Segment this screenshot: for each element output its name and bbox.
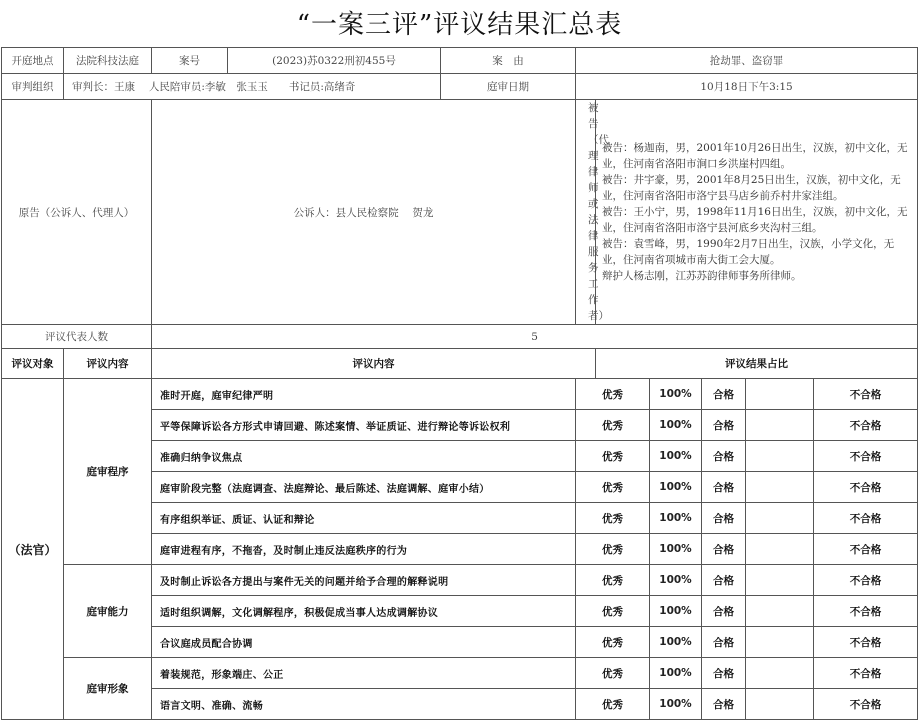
criteria-item: 适时组织调解，文化调解程序，积极促成当事人达成调解协议: [152, 596, 576, 627]
object-cell: （法官）: [2, 379, 64, 720]
rating-percent: 100%: [650, 472, 702, 503]
rating-percent: 100%: [650, 565, 702, 596]
rating-pass-value: [746, 689, 814, 720]
rating-percent: 100%: [650, 627, 702, 658]
rating-pass-value: [746, 379, 814, 410]
rating-fail: 不合格: [814, 503, 918, 534]
criteria-item: 着装规范，形象端庄、公正: [152, 658, 576, 689]
rating-fail: 不合格: [814, 689, 918, 720]
rating-pass: 合格: [702, 627, 746, 658]
place-value: 法院科技法庭: [64, 48, 152, 74]
table-row: [2, 565, 918, 596]
table-row: [2, 379, 918, 410]
defendant-entry: 被告：王小宁，男，1998年11月16日出生，汉族，初中文化，无业，住河南省洛阳市洛宁县河底乡夹沟村三组。: [602, 206, 908, 234]
defendant-list: [596, 100, 918, 325]
rating-pass-value: [746, 534, 814, 565]
defendant-entry: 辩护人杨志刚，江苏苏韵律师事务所律师。: [602, 270, 802, 282]
rating-pass: 合格: [702, 410, 746, 441]
group-name: 庭审能力: [64, 565, 152, 658]
rating-percent: 100%: [650, 689, 702, 720]
criteria-item: 合议庭成员配合协调: [152, 627, 576, 658]
rating-pass: 合格: [702, 565, 746, 596]
group-name: 庭审形象: [64, 658, 152, 720]
rating-pass-value: [746, 441, 814, 472]
place-label: 开庭地点: [2, 48, 64, 74]
rating-pass: 合格: [702, 379, 746, 410]
group-name: 庭审程序: [64, 379, 152, 565]
rating-fail: 不合格: [814, 534, 918, 565]
header-object: 评议对象: [2, 349, 64, 379]
summary-table: [1, 47, 918, 720]
page-title: “一案三评”评议结果汇总表: [296, 10, 623, 40]
criteria-item: 准时开庭，庭审纪律严明: [152, 379, 576, 410]
table-row: [2, 658, 918, 689]
rating-fail: 不合格: [814, 565, 918, 596]
rating-pass-value: [746, 410, 814, 441]
rep-count-label: 评议代表人数: [2, 325, 152, 349]
rating-percent: 100%: [650, 503, 702, 534]
rating-pass: 合格: [702, 689, 746, 720]
rating-pass: 合格: [702, 441, 746, 472]
defendant-entry: 被告：井宇豪，男，2001年8月25日出生，汉族，初中文化，无业，住河南省洛阳市洛宁县马店乡前乔村井家洼组。: [602, 174, 901, 202]
criteria-item: 有序组织举证、质证、认证和辩论: [152, 503, 576, 534]
rep-count-value: 5: [152, 325, 918, 349]
rating-pass-value: [746, 658, 814, 689]
rating-pass: 合格: [702, 472, 746, 503]
plaintiff-label: 原告（公诉人、代理人）: [2, 100, 152, 325]
date-value: 10月18日下午3:15: [576, 74, 918, 100]
case-no-value: (2023)苏0322刑初455号: [228, 48, 441, 74]
rating-excellent: 优秀: [576, 689, 650, 720]
rating-fail: 不合格: [814, 627, 918, 658]
rating-fail: 不合格: [814, 596, 918, 627]
panel-value: 审判长：王康 人民陪审员:李敏 张玉玉 书记员:高绪奇: [64, 74, 441, 100]
header-content-category: 评议内容: [64, 349, 152, 379]
criteria-item: 庭审阶段完整（法庭调查、法庭辩论、最后陈述、法庭调解、庭审小结）: [152, 472, 576, 503]
panel-label: 审判组织: [2, 74, 64, 100]
criteria-item: 庭审进程有序，不拖沓，及时制止违反法庭秩序的行为: [152, 534, 576, 565]
rating-pass: 合格: [702, 503, 746, 534]
cause-label: 案 由: [441, 48, 576, 74]
plaintiff-value: 公诉人：县人民检察院 贺龙: [152, 100, 576, 325]
criteria-item: 平等保障诉讼各方形式申请回避、陈述案情、举证质证、进行辩论等诉讼权利: [152, 410, 576, 441]
rating-pass-value: [746, 472, 814, 503]
rating-fail: 不合格: [814, 472, 918, 503]
rating-fail: 不合格: [814, 441, 918, 472]
rating-excellent: 优秀: [576, 658, 650, 689]
header-content: 评议内容: [152, 349, 596, 379]
rating-percent: 100%: [650, 596, 702, 627]
rating-excellent: 优秀: [576, 596, 650, 627]
rating-excellent: 优秀: [576, 441, 650, 472]
rating-percent: 100%: [650, 441, 702, 472]
rating-fail: 不合格: [814, 410, 918, 441]
rating-pass: 合格: [702, 534, 746, 565]
rating-excellent: 优秀: [576, 503, 650, 534]
rating-fail: 不合格: [814, 379, 918, 410]
rating-pass: 合格: [702, 596, 746, 627]
rating-excellent: 优秀: [576, 410, 650, 441]
criteria-item: 及时制止诉讼各方提出与案件无关的问题并给予合理的解释说明: [152, 565, 576, 596]
rating-pass: 合格: [702, 658, 746, 689]
rating-percent: 100%: [650, 658, 702, 689]
cause-value: 抢劫罪、盗窃罪: [576, 48, 918, 74]
header-result: 评议结果占比: [596, 349, 918, 379]
rating-pass-value: [746, 565, 814, 596]
criteria-item: 语言文明、准确、流畅: [152, 689, 576, 720]
rating-percent: 100%: [650, 410, 702, 441]
rating-pass-value: [746, 503, 814, 534]
date-label: 庭审日期: [441, 74, 576, 100]
rating-excellent: 优秀: [576, 565, 650, 596]
case-no-label: 案号: [152, 48, 228, 74]
rating-percent: 100%: [650, 534, 702, 565]
criteria-item: 准确归纳争议焦点: [152, 441, 576, 472]
rating-excellent: 优秀: [576, 534, 650, 565]
rating-excellent: 优秀: [576, 627, 650, 658]
defendant-entry: 被告：袁雪峰，男，1990年2月7日出生，汉族，小学文化，无业，住河南省项城市南大街工会大厦。: [602, 238, 895, 266]
defendant-entry: 被告：杨迦南，男，2001年10月26日出生，汉族，初中文化，无业，住河南省洛阳市涧口乡洪崖村四组。: [602, 142, 908, 170]
rating-excellent: 优秀: [576, 379, 650, 410]
rating-percent: 100%: [650, 379, 702, 410]
rating-pass-value: [746, 596, 814, 627]
rating-pass-value: [746, 627, 814, 658]
rating-fail: 不合格: [814, 658, 918, 689]
defendant-label: 被告（代理律师或法律服务工作者）: [576, 100, 596, 325]
rating-excellent: 优秀: [576, 472, 650, 503]
